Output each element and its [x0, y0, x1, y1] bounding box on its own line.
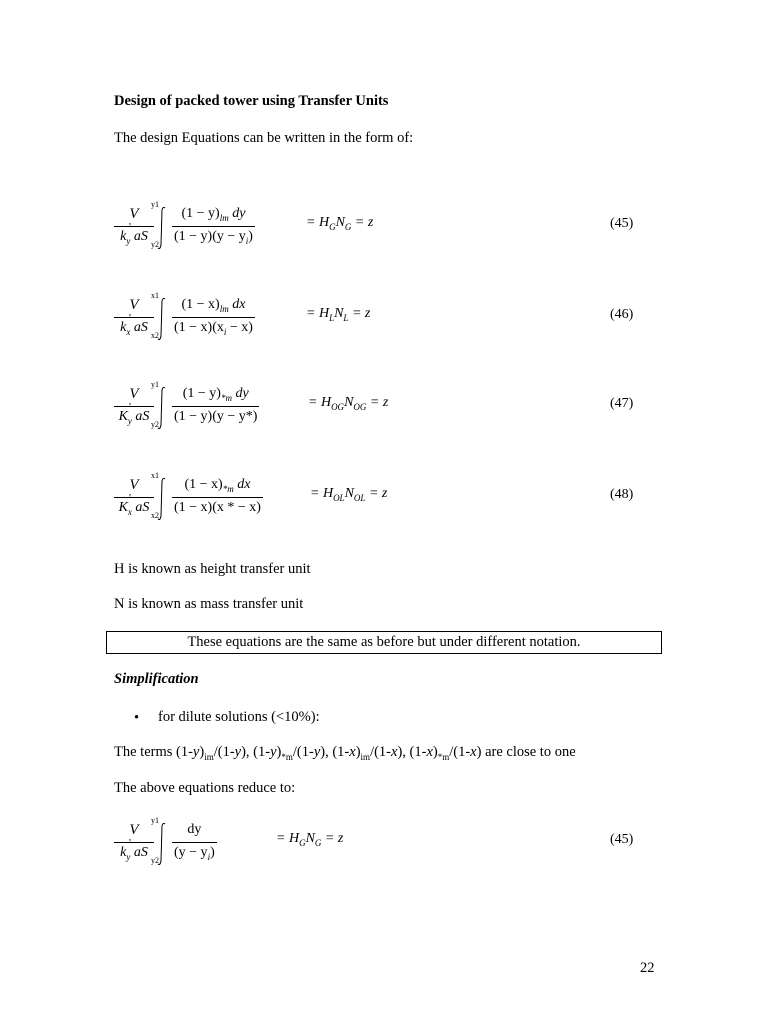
- terms-var: y: [192, 744, 200, 760]
- rhs-text: = H: [306, 306, 330, 321]
- lower-limit: y2: [151, 240, 159, 249]
- lhs-numerator: V: [129, 822, 139, 838]
- coef-sub: y: [126, 851, 131, 862]
- terms-sub: *m: [437, 751, 450, 762]
- den-text: (1 − x)(x: [174, 320, 224, 335]
- terms-var: y: [234, 744, 242, 760]
- rhs-sub: G: [314, 837, 322, 848]
- fraction-bar: [172, 317, 255, 318]
- terms-text: ), (1-: [397, 744, 427, 760]
- rhs-text: = H: [276, 831, 300, 846]
- rhs-text: = z: [348, 306, 371, 321]
- upper-limit: x1: [151, 291, 159, 300]
- num-sub: lm: [219, 303, 229, 314]
- rhs-text: = H: [306, 215, 330, 230]
- rhs-sub: OG: [331, 401, 345, 412]
- den-rest: ): [248, 229, 253, 244]
- fraction-bar: [114, 406, 154, 407]
- equation-rhs: [306, 306, 370, 323]
- den-text: (1 − y)(y − y: [174, 229, 246, 244]
- num-diff: dy: [228, 206, 246, 221]
- terms-var: x: [349, 744, 356, 760]
- equation-number: (47): [610, 396, 634, 411]
- rhs-text: = z: [365, 486, 388, 501]
- lhs-fraction: [114, 206, 154, 246]
- equation-number: (46): [610, 307, 634, 322]
- coef: k: [120, 320, 127, 335]
- rhs-text: = z: [321, 831, 344, 846]
- fraction-bar: [114, 317, 154, 318]
- integrand-fraction: [172, 477, 263, 517]
- equation-rhs: [276, 831, 343, 848]
- page-number: 22: [640, 960, 655, 976]
- equation-eq45b: [114, 816, 674, 878]
- integrand-fraction: [172, 386, 259, 426]
- den-rest: ): [210, 845, 215, 860]
- rhs-sub: OL: [353, 492, 366, 503]
- equation-eq47: [114, 380, 674, 442]
- terms-text: ): [432, 744, 438, 760]
- integrand-denominator: [172, 500, 263, 517]
- lhs-denominator: [114, 500, 154, 517]
- equation-rhs: [308, 395, 388, 412]
- lhs-fraction: [114, 822, 154, 862]
- den-sub: i: [245, 235, 249, 246]
- page-heading: Design of packed tower using Transfer Units: [114, 93, 389, 109]
- integrand-fraction: [172, 297, 255, 337]
- den-text: (1 − x)(x * − x): [174, 500, 261, 515]
- equation-number: (45): [610, 216, 634, 231]
- n-definition: N is known as mass transfer unit: [114, 596, 304, 612]
- lhs-numerator: V: [129, 386, 139, 402]
- lower-limit: y2: [151, 856, 159, 865]
- terms-text: ): [199, 744, 205, 760]
- rhs-text: N: [335, 215, 345, 230]
- bullet-icon: •: [134, 710, 140, 726]
- terms-text: /(1-: [213, 744, 235, 760]
- coef-sub: x: [126, 326, 131, 337]
- h-definition: H is known as height transfer unit: [114, 561, 311, 577]
- integrand-denominator: [172, 229, 255, 246]
- fraction-bar: [172, 842, 217, 843]
- num-sub: *m: [222, 483, 234, 494]
- terms-text: /(1-: [292, 744, 314, 760]
- lhs-numerator: V: [129, 297, 139, 313]
- terms-text: ) are close to one: [476, 744, 576, 760]
- lower-limit: x2: [151, 331, 159, 340]
- terms-sub: im: [360, 751, 371, 762]
- coef-rest: aS: [131, 500, 150, 515]
- bullet-text: for dilute solutions (<10%):: [158, 709, 320, 725]
- equation-rhs: [310, 486, 387, 503]
- boxed-note: These equations are the same as before but under different notation.: [106, 631, 662, 654]
- terms-var: x: [426, 744, 433, 760]
- coef-sub: x: [127, 506, 132, 517]
- rhs-text: = z: [351, 215, 374, 230]
- coef-sub: y: [126, 235, 131, 246]
- lhs-denominator: [114, 845, 154, 862]
- rhs-sub: G: [299, 837, 306, 848]
- rhs-text: = H: [310, 486, 334, 501]
- integrand-numerator: [172, 477, 263, 495]
- rhs-sub: OG: [353, 401, 367, 412]
- num-diff: dx: [228, 297, 246, 312]
- integrand-numerator: [172, 206, 255, 224]
- lhs-denominator: [114, 229, 154, 246]
- num-text: (1 − x): [184, 477, 223, 492]
- upper-limit: y1: [151, 816, 159, 825]
- rhs-text: = z: [366, 395, 389, 410]
- coef: k: [120, 229, 127, 244]
- rhs-text: N: [334, 306, 344, 321]
- simplification-heading: Simplification: [114, 671, 199, 687]
- lhs-fraction: [114, 297, 154, 337]
- integrand-denominator: [172, 320, 255, 337]
- lhs-numerator: V: [129, 206, 139, 222]
- num-text: (1 − y): [182, 386, 221, 401]
- den-text: (y − y: [174, 845, 208, 860]
- coef-rest: aS: [130, 845, 148, 860]
- rhs-sub: L: [343, 312, 349, 323]
- reduce-text: The above equations reduce to:: [114, 780, 296, 796]
- terms-var: x: [470, 744, 477, 760]
- rhs-text: = H: [308, 395, 332, 410]
- den-rest: − x): [226, 320, 253, 335]
- fraction-bar: [114, 226, 154, 227]
- fraction-bar: [114, 497, 154, 498]
- rhs-sub: G: [329, 221, 336, 232]
- lower-limit: x2: [151, 511, 159, 520]
- integrand-numerator: [172, 297, 255, 315]
- terms-line: [114, 744, 576, 762]
- rhs-sub: L: [329, 312, 335, 323]
- integrand-denominator: [172, 845, 217, 862]
- rhs-text: N: [344, 486, 354, 501]
- lhs-fraction: [114, 386, 154, 426]
- fraction-bar: [172, 226, 255, 227]
- terms-text: ), (1-: [241, 744, 271, 760]
- terms-text: ), (1-: [320, 744, 350, 760]
- terms-sub: *m: [281, 751, 293, 762]
- rhs-text: N: [305, 831, 315, 846]
- coef-rest: aS: [130, 229, 148, 244]
- rhs-text: N: [344, 395, 354, 410]
- coef: K: [118, 409, 128, 424]
- den-text: (1 − y)(y − y*): [174, 409, 258, 424]
- terms-text: /(1-: [370, 744, 391, 760]
- rhs-sub: OL: [333, 492, 345, 503]
- num-diff: dy: [231, 386, 249, 401]
- equation-rhs: [306, 215, 373, 232]
- coef: K: [118, 500, 128, 515]
- terms-var: y: [270, 744, 277, 760]
- fraction-bar: [172, 497, 263, 498]
- lhs-denominator: [114, 409, 154, 426]
- terms-var: x: [391, 744, 398, 760]
- equation-eq45: [114, 200, 674, 262]
- num-text: (1 − y): [181, 206, 220, 221]
- den-sub: i: [223, 326, 227, 337]
- lower-limit: y2: [151, 420, 159, 429]
- coef: k: [120, 845, 127, 860]
- equation-number: (45): [610, 832, 634, 847]
- den-sub: i: [207, 851, 211, 862]
- num-sub: lm: [219, 212, 229, 223]
- num-sub: *m: [220, 392, 232, 403]
- num-text: (1 − x): [181, 297, 220, 312]
- lhs-fraction: [114, 477, 154, 517]
- upper-limit: x1: [151, 471, 159, 480]
- equation-eq48: [114, 471, 674, 533]
- integrand-fraction: [172, 206, 255, 246]
- coef-sub: y: [127, 415, 132, 426]
- coef-rest: aS: [130, 320, 148, 335]
- terms-sub: im: [204, 751, 214, 762]
- terms-text: ): [276, 744, 282, 760]
- intro-text: The design Equations can be written in the form of:: [114, 130, 414, 146]
- integrand-denominator: [172, 409, 259, 426]
- fraction-bar: [172, 406, 259, 407]
- upper-limit: y1: [151, 380, 159, 389]
- num-text: dy: [187, 822, 202, 837]
- fraction-bar: [114, 842, 154, 843]
- num-diff: dx: [233, 477, 251, 492]
- integrand-fraction: [172, 822, 217, 862]
- terms-text: /(1-: [449, 744, 471, 760]
- equation-eq46: [114, 291, 674, 353]
- upper-limit: y1: [151, 200, 159, 209]
- rhs-sub: G: [344, 221, 352, 232]
- coef-rest: aS: [131, 409, 150, 424]
- terms-text: ): [355, 744, 361, 760]
- integrand-numerator: [172, 822, 217, 840]
- lhs-numerator: V: [129, 477, 139, 493]
- integrand-numerator: [172, 386, 259, 404]
- terms-var: y: [313, 744, 321, 760]
- equation-number: (48): [610, 487, 634, 502]
- lhs-denominator: [114, 320, 154, 337]
- terms-text: The terms (1-: [114, 744, 193, 760]
